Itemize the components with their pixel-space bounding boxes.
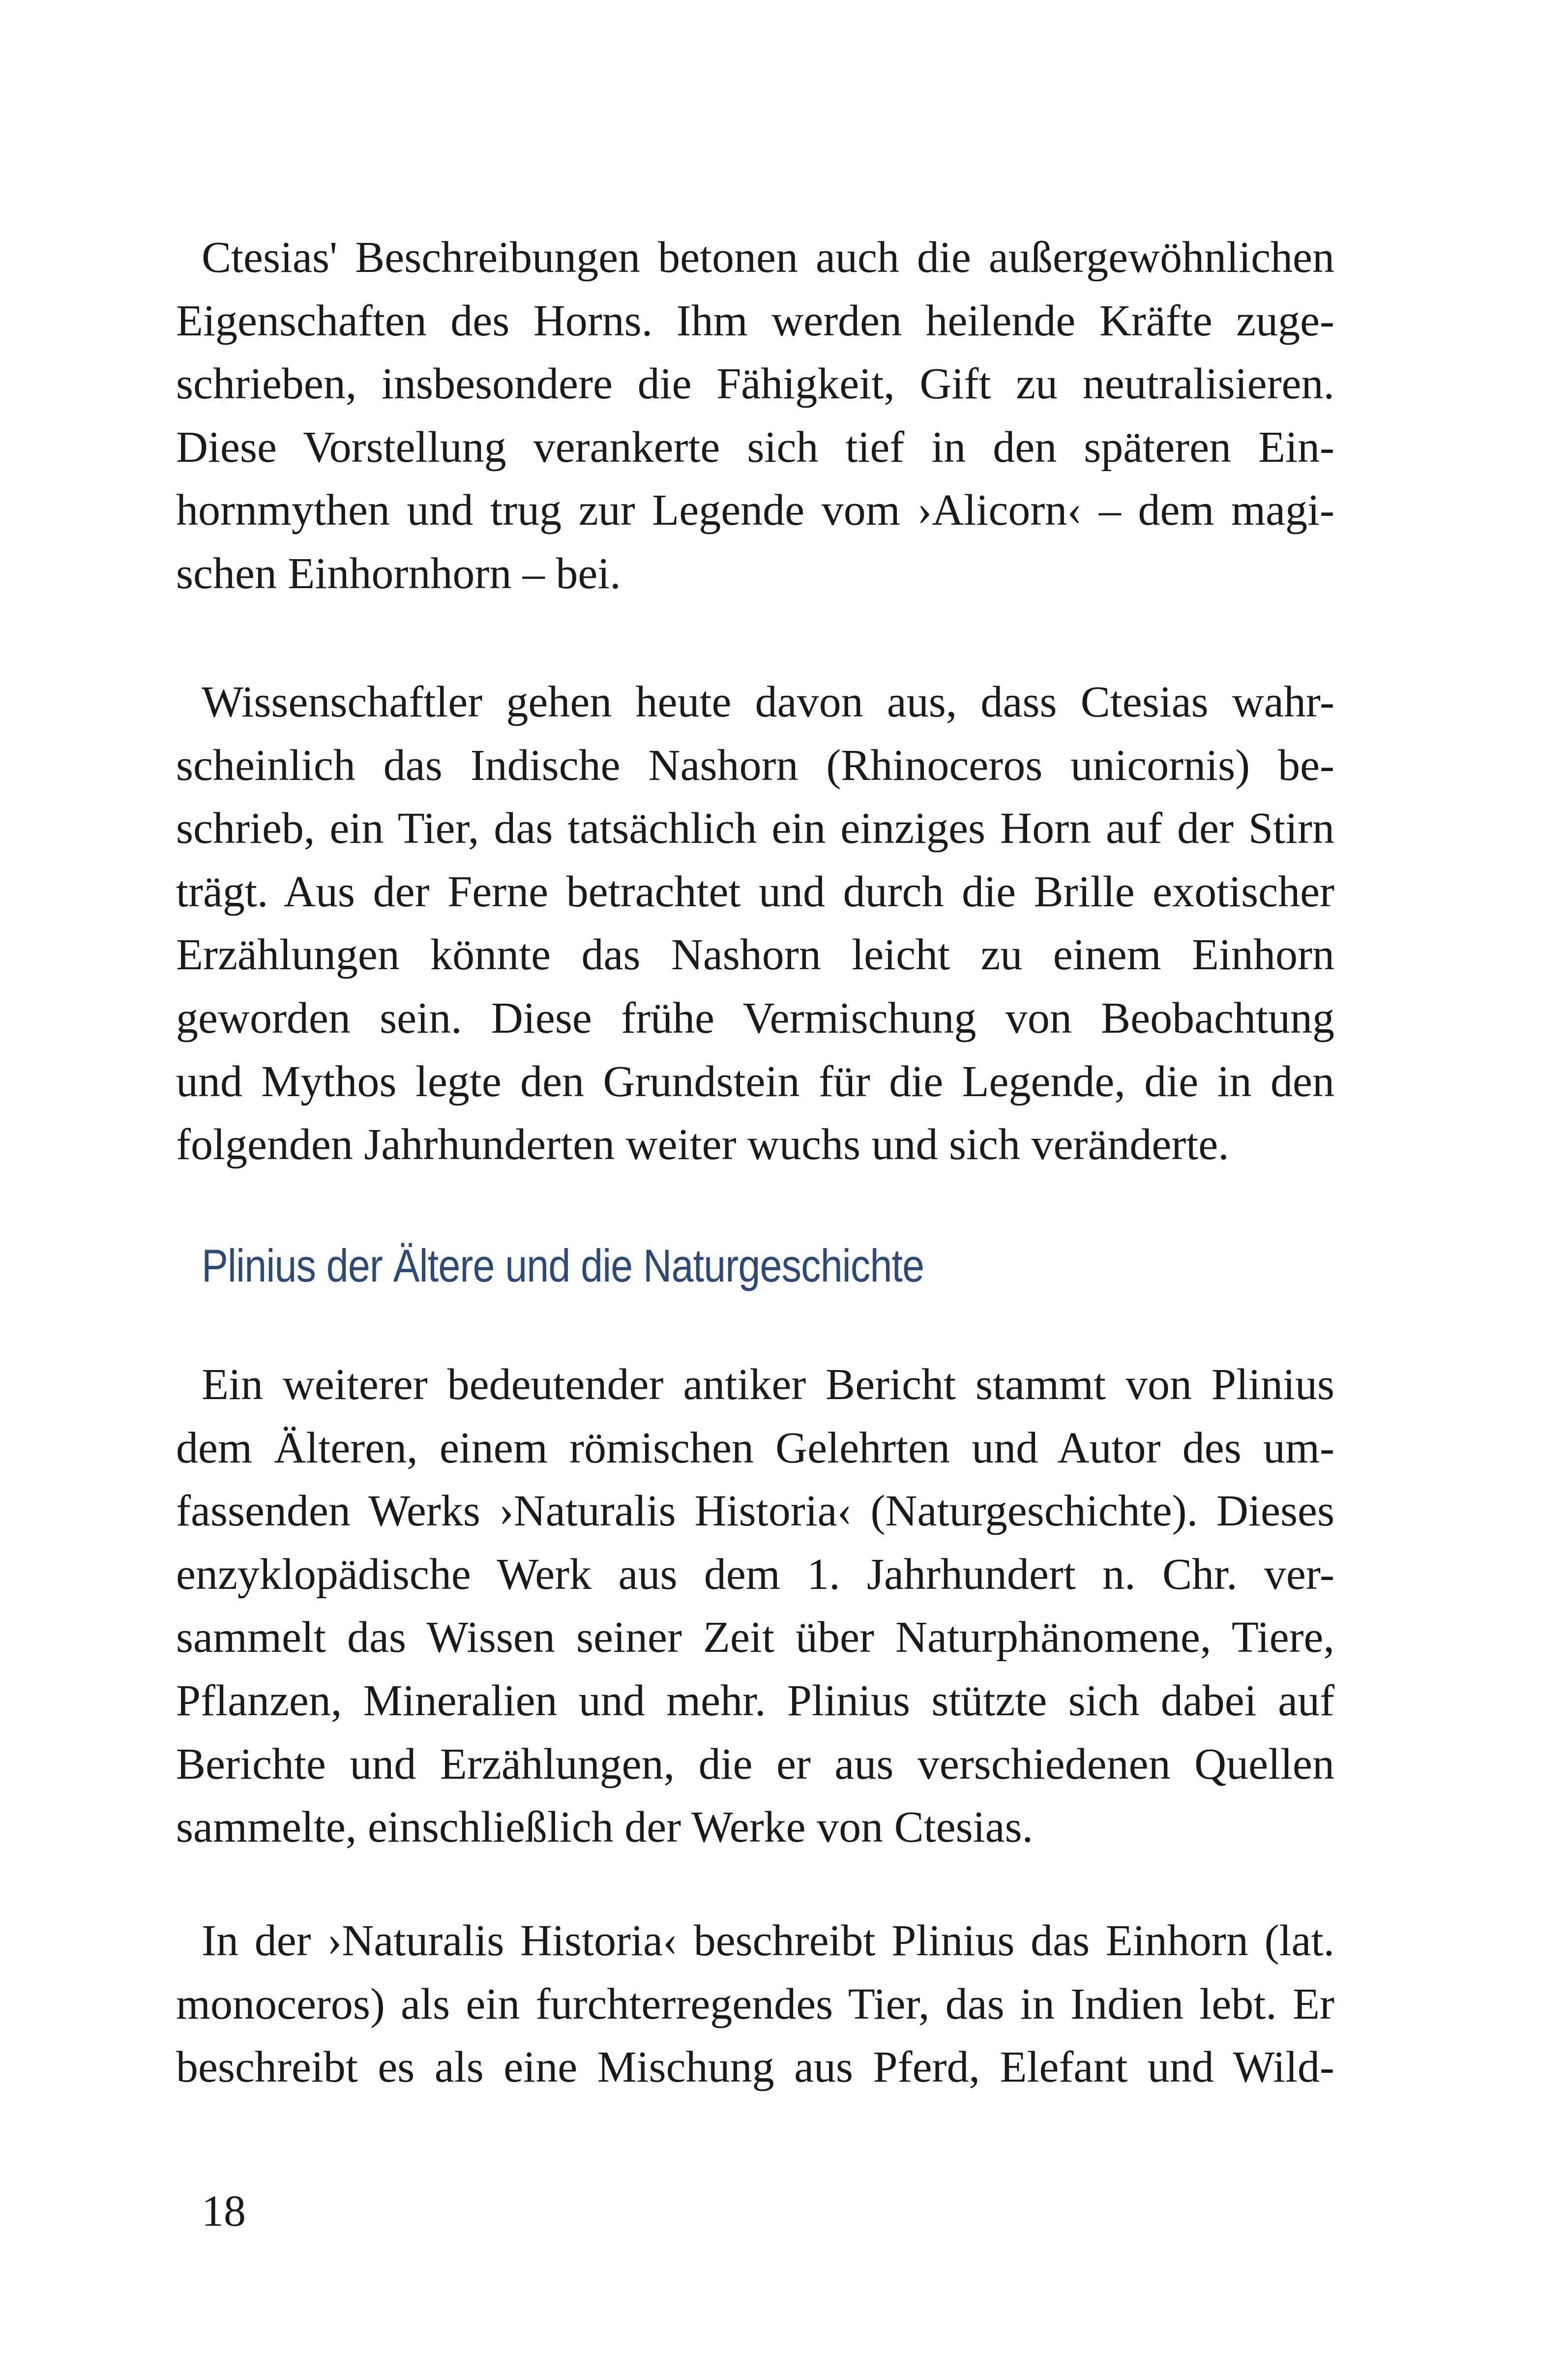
text-line: In der ›Naturalis Historia‹ beschreibt Plinius das Einhorn (lat. (202, 1916, 1334, 1965)
text-line: sammelt das Wissen seiner Zeit über Naturphänomene, Tiere, (176, 1613, 1334, 1662)
text-line: monoceros) als ein furchterregendes Tier, das in Indien lebt. Er (176, 1979, 1334, 2029)
text-line: schrieben, insbesondere die Fähigkeit, Gift zu neutralisieren. (176, 359, 1334, 409)
text-line: Pflanzen, Mineralien und mehr. Plinius stützte sich dabei auf (176, 1676, 1334, 1725)
page-number: 18 (202, 2187, 246, 2236)
paragraph-4 (176, 1910, 1334, 2099)
text-line: Berichte und Erzählungen, die er aus verschiedenen Quellen (176, 1739, 1334, 1789)
text-line: Erzählungen könnte das Nashorn leicht zu einem Einhorn (176, 930, 1334, 980)
text-line: folgenden Jahrhunderten weiter wuchs und sich veränderte. (176, 1120, 1229, 1169)
text-line: scheinlich das Indische Nashorn (Rhinoceros unicornis) be- (176, 741, 1334, 790)
text-line: beschreibt es als eine Mischung aus Pferd, Elefant und Wild- (176, 2043, 1334, 2092)
text-line: trägt. Aus der Ferne betrachtet und durch die Brille exotischer (176, 867, 1334, 916)
text-line: Diese Vorstellung verankerte sich tief in den späteren Ein- (176, 422, 1334, 472)
text-line: Ein weiterer bedeutender antiker Bericht stammt von Plinius (202, 1360, 1334, 1409)
text-line: und Mythos legte den Grundstein für die Legende, die in den (176, 1057, 1334, 1106)
text-line: sammelte, einschließlich der Werke von Ctesias. (176, 1803, 1034, 1852)
text-line: Eigenschaften des Horns. Ihm werden heilende Kräfte zuge- (176, 296, 1334, 345)
text-line: schen Einhornhorn – bei. (176, 549, 621, 598)
paragraph-3 (176, 1353, 1334, 1859)
paragraph-1 (176, 226, 1334, 606)
text-line: dem Älteren, einem römischen Gelehrten und Autor des um- (176, 1423, 1334, 1472)
text-line: hornmythen und trug zur Legende vom ›Alicorn‹ – dem magi- (176, 486, 1334, 535)
text-line: enzyklopädische Werk aus dem 1. Jahrhundert n. Chr. ver- (176, 1550, 1334, 1599)
paragraph-2 (176, 671, 1334, 1177)
text-line: Ctesias' Beschreibungen betonen auch die außergewöhnlichen (202, 233, 1334, 282)
text-line: fassenden Werks ›Naturalis Historia‹ (Naturgeschichte). Dieses (176, 1487, 1334, 1536)
text-line: Wissenschaftler gehen heute davon aus, dass Ctesias wahr- (202, 678, 1334, 726)
text-line: schrieb, ein Tier, das tatsächlich ein einziges Horn auf der Stirn (176, 804, 1334, 853)
text-line: geworden sein. Diese frühe Vermischung von Beobachtung (176, 993, 1334, 1043)
section-heading: Plinius der Ältere und die Naturgeschichte (202, 1240, 924, 1291)
